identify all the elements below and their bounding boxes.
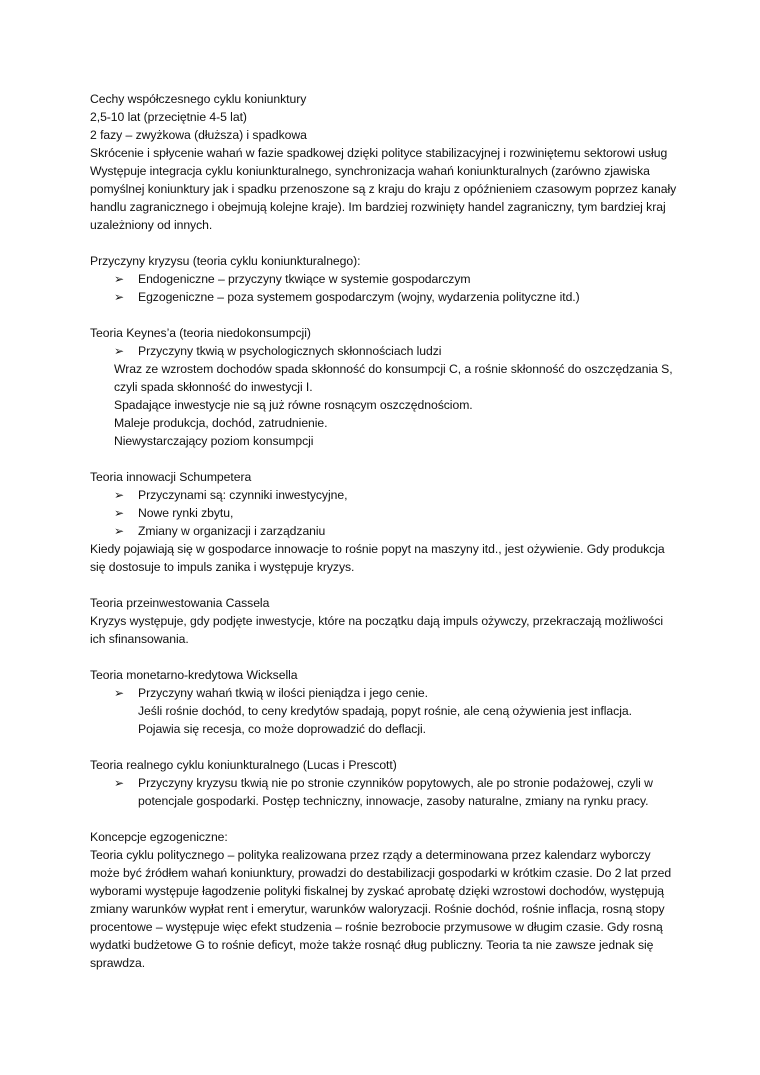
arrow-bullet-icon: ➢	[114, 524, 125, 538]
section-real-business-cycle	[90, 756, 680, 810]
wicksell-detail-line: Pojawia się recesja, co może doprowadzić do deflacji.	[138, 722, 426, 736]
list-item-text: Egzogeniczne – poza systemem gospodarczym (wojny, wydarzenia polityczne itd.)	[138, 290, 580, 304]
list-item	[90, 270, 680, 288]
arrow-bullet-icon: ➢	[114, 290, 125, 304]
cassel-heading: Teoria przeinwestowania Cassela	[90, 596, 270, 610]
schumpeter-heading: Teoria innowacji Schumpetera	[90, 470, 252, 484]
list-item-text: Przyczynami są: czynniki inwestycyjne,	[138, 488, 348, 502]
section-cassel-theory	[90, 594, 680, 648]
list-item-text: Przyczyny tkwią w psychologicznych skłonnościach ludzi	[138, 344, 442, 358]
cycle-shortening-line: Skrócenie i spłycenie wahań w fazie spadkowej dzięki polityce stabilizacyjnej i rozwiniętemu sektorowi usług	[90, 146, 668, 160]
arrow-bullet-icon: ➢	[114, 506, 125, 520]
arrow-bullet-icon: ➢	[114, 488, 125, 502]
cycle-integration-paragraph: Występuje integracja cyklu koniunkturalnego, synchronizacja wahań koniunkturalnych (zarówno zjawiska pomyślnej koniunktury jak i spadku przenoszone są z kraju do kraju z opóźnieniem czasowym poprzez kanały handlu zagranicznego i obejmują kolejne kraje). Im bardziej rozwinięty handel zagraniczny, tym bardziej kraj uzależniony od innych.	[90, 164, 677, 232]
spacer	[90, 810, 680, 828]
wicksell-heading: Teoria monetarno-kredytowa Wicksella	[90, 668, 298, 682]
list-item	[90, 504, 680, 522]
arrow-bullet-icon: ➢	[114, 344, 125, 358]
list-item-text: Przyczyny kryzysu tkwią nie po stronie czynników popytowych, ale po stronie podażowej, czyli w potencjale gospodarki. Postęp techniczny, innowacje, zasoby naturalne, zmiany na rynku pracy.	[138, 776, 653, 808]
real-cycle-heading: Teoria realnego cyklu koniunkturalnego (Lucas i Prescott)	[90, 758, 397, 772]
list-item-text: Zmiany w organizacji i zarządzaniu	[138, 524, 326, 538]
keynes-detail-line: Niewystarczający poziom konsumpcji	[114, 434, 314, 448]
keynes-detail-line: Maleje produkcja, dochód, zatrudnienie.	[114, 416, 328, 430]
exogenous-heading: Koncepcje egzogeniczne:	[90, 830, 228, 844]
keynes-detail-line: Spadające inwestycje nie są już równe rosnącym oszczędnościom.	[114, 398, 473, 412]
keynes-detail-line: Wraz ze wzrostem dochodów spada skłonność do konsumpcji C, a rośnie skłonność do oszczędzania S, czyli spada skłonność do inwestycji I.	[114, 362, 673, 394]
section-keynes-theory	[90, 324, 680, 450]
section-schumpeter-theory	[90, 468, 680, 576]
spacer	[90, 648, 680, 666]
list-item	[90, 774, 680, 810]
spacer	[90, 576, 680, 594]
cycle-phases-line: 2 fazy – zwyżkowa (dłuższa) i spadkowa	[90, 128, 307, 142]
section-exogenous-concepts	[90, 828, 680, 972]
spacer	[90, 450, 680, 468]
list-item	[90, 288, 680, 306]
cassel-paragraph: Kryzys występuje, gdy podjęte inwestycje, które na początku dają impuls ożywczy, przekraczają możliwości ich sfinansowania.	[90, 614, 664, 646]
list-item-text: Endogeniczne – przyczyny tkwiące w systemie gospodarczym	[138, 272, 471, 286]
spacer	[90, 738, 680, 756]
schumpeter-paragraph: Kiedy pojawiają się w gospodarce innowacje to rośnie popyt na maszyny itd., jest ożywienie. Gdy produkcja się dostosuje to impuls zanika i występuje kryzys.	[90, 542, 665, 574]
list-item	[90, 522, 680, 540]
section-crisis-causes	[90, 252, 680, 306]
section-cycle-features	[90, 90, 680, 234]
list-item-text: Przyczyny wahań tkwią w ilości pieniądza i jego cenie.	[138, 686, 428, 700]
crisis-causes-heading: Przyczyny kryzysu (teoria cyklu koniunkturalnego):	[90, 254, 361, 268]
list-item-text: Nowe rynki zbytu,	[138, 506, 234, 520]
spacer	[90, 306, 680, 324]
arrow-bullet-icon: ➢	[114, 776, 125, 790]
arrow-bullet-icon: ➢	[114, 272, 125, 286]
keynes-heading: Teoria Keynes’a (teoria niedokonsumpcji)	[90, 326, 311, 340]
list-item	[90, 342, 680, 360]
section-wicksell-theory	[90, 666, 680, 738]
political-cycle-paragraph: Teoria cyklu politycznego – polityka realizowana przez rządy a determinowana przez kalendarz wyborczy może być źródłem wahań koniunktury, prowadzi do destabilizacji gospodarki w krótkim czasie. Do 2 lat przed wyborami występuje łagodzenie polityki fiskalnej by zyskać aprobatę dzięki wzrostowi dochodów, występują zmiany warunków wypłat rent i emerytur, warunków waloryzacji. Rośnie dochód, rośnie inflacja, rosną stopy procentowe – występuje więc efekt studzenia – rośnie bezrobocie przymusowe w długim czasie. Gdy rosną wydatki budżetowe G to rośnie deficyt, może także rosnąć dług publiczny. Teoria ta nie zawsze jednak się sprawdza.	[90, 848, 672, 970]
arrow-bullet-icon: ➢	[114, 686, 125, 700]
list-item	[90, 684, 680, 702]
cycle-length-line: 2,5-10 lat (przeciętnie 4-5 lat)	[90, 110, 247, 124]
list-item	[90, 486, 680, 504]
cycle-features-heading: Cechy współczesnego cyklu koniunktury	[90, 92, 307, 106]
wicksell-detail-line: Jeśli rośnie dochód, to ceny kredytów spadają, popyt rośnie, ale ceną ożywienia jest inflacja.	[138, 704, 632, 718]
document-body	[90, 90, 680, 972]
spacer	[90, 234, 680, 252]
